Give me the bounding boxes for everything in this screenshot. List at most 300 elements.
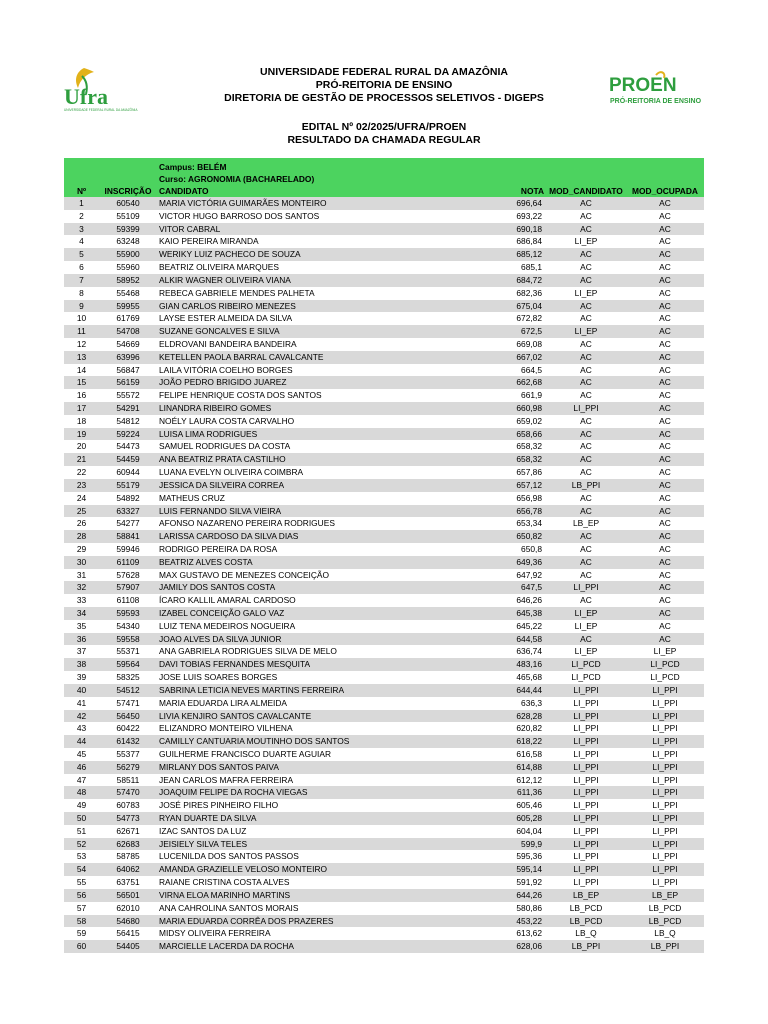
- row-inscricao: 56415: [116, 928, 140, 939]
- table-row: [64, 620, 704, 633]
- row-nota: 656,98: [516, 492, 542, 503]
- row-nota: 599,9: [503, 838, 546, 851]
- row-inscricao: 54459: [99, 453, 157, 466]
- table-row: [64, 927, 704, 940]
- row-nota: 620,82: [516, 723, 542, 734]
- row-nota: 647,5: [503, 581, 546, 594]
- row-mod-candidato: LI_EP: [546, 325, 626, 338]
- row-candidato: KETELLEN PAOLA BARRAL CAVALCANTE: [157, 351, 503, 364]
- row-number: 51: [76, 825, 87, 836]
- row-inscricao: 57628: [116, 569, 140, 580]
- row-nota: 645,22: [516, 620, 542, 631]
- row-mod-ocupada: AC: [626, 530, 704, 543]
- row-mod-candidato: AC: [580, 338, 592, 349]
- row-number: 9: [64, 300, 99, 313]
- row-mod-ocupada: AC: [659, 415, 671, 426]
- row-nota: 636,74: [516, 646, 542, 657]
- result-title: RESULTADO DA CHAMADA REGULAR: [287, 134, 481, 146]
- row-mod-ocupada: AC: [626, 300, 704, 313]
- row-inscricao: 55109: [116, 210, 140, 221]
- row-candidato: ELIZANDRO MONTEIRO VILHENA: [159, 723, 293, 734]
- row-mod-ocupada: LB_PPI: [626, 940, 704, 953]
- row-mod-candidato: LI_PPI: [573, 851, 599, 862]
- row-inscricao: 54812: [116, 415, 140, 426]
- row-mod-ocupada: LB_EP: [626, 889, 704, 902]
- table-row: [64, 210, 704, 223]
- row-nota: 658,32: [516, 441, 542, 452]
- row-inscricao: 63327: [99, 505, 157, 518]
- row-number: 48: [64, 786, 99, 799]
- table-row: [64, 492, 704, 505]
- row-inscricao: 57471: [116, 697, 140, 708]
- row-mod-ocupada: AC: [659, 287, 671, 298]
- col-header-candidato: [157, 158, 503, 197]
- row-nota: 580,86: [516, 902, 542, 913]
- row-mod-candidato: AC: [546, 274, 626, 287]
- row-number: 53: [76, 851, 87, 862]
- table-row: [64, 748, 704, 761]
- row-candidato: JEISIELY SILVA TELES: [157, 838, 503, 851]
- row-candidato: JOÃO PEDRO BRIGIDO JUAREZ: [157, 376, 503, 389]
- row-mod-ocupada: LI_PPI: [652, 851, 678, 862]
- row-mod-ocupada: AC: [626, 248, 704, 261]
- row-mod-ocupada: LI_PPI: [652, 877, 678, 888]
- row-inscricao: 59399: [99, 223, 157, 236]
- row-inscricao: 56847: [116, 364, 140, 375]
- row-mod-candidato: LB_PPI: [546, 479, 626, 492]
- row-mod-candidato: LI_EP: [574, 236, 598, 247]
- row-nota: 664,5: [521, 364, 542, 375]
- row-mod-ocupada: AC: [626, 556, 704, 569]
- row-candidato: FELIPE HENRIQUE COSTA DOS SANTOS: [159, 390, 322, 401]
- row-candidato: MARIA VICTÓRIA GUIMARÃES MONTEIRO: [157, 197, 503, 210]
- edital-title: EDITAL Nº 02/2025/UFRA/PROEN: [301, 121, 467, 133]
- row-mod-ocupada: LI_PPI: [626, 710, 704, 723]
- row-nota: 657,86: [516, 467, 542, 478]
- row-mod-candidato: LB_EP: [546, 889, 626, 902]
- table-row: [64, 902, 704, 915]
- row-mod-candidato: LB_Q: [575, 928, 597, 939]
- row-nota: 636,3: [521, 697, 542, 708]
- row-inscricao: 60540: [99, 197, 157, 210]
- row-mod-ocupada: AC: [626, 633, 704, 646]
- row-mod-candidato: AC: [546, 530, 626, 543]
- row-number: 42: [64, 710, 99, 723]
- table-row: [64, 863, 704, 876]
- row-mod-ocupada: LI_PCD: [626, 658, 704, 671]
- row-mod-ocupada: AC: [659, 569, 671, 580]
- row-mod-ocupada: AC: [626, 453, 704, 466]
- row-number: 50: [64, 812, 99, 825]
- row-number: 38: [64, 658, 99, 671]
- row-mod-ocupada: LI_EP: [653, 646, 677, 657]
- row-nota: 653,34: [516, 518, 542, 529]
- row-mod-candidato: AC: [546, 556, 626, 569]
- row-mod-candidato: LI_PCD: [571, 672, 601, 683]
- row-inscricao: 54512: [99, 684, 157, 697]
- row-candidato: REBECA GABRIELE MENDES PALHETA: [159, 287, 315, 298]
- row-nota: 661,9: [521, 390, 542, 401]
- row-number: 15: [64, 376, 99, 389]
- row-inscricao: 59558: [99, 633, 157, 646]
- row-mod-candidato: AC: [546, 248, 626, 261]
- row-nota: 672,5: [503, 325, 546, 338]
- table-row: [64, 287, 704, 300]
- table-row: [64, 428, 704, 441]
- row-mod-ocupada: AC: [626, 607, 704, 620]
- row-number: 19: [64, 428, 99, 441]
- row-number: 16: [76, 390, 87, 401]
- row-nota: 645,38: [503, 607, 546, 620]
- row-inscricao: 57470: [99, 786, 157, 799]
- table-row: [64, 645, 704, 658]
- row-mod-candidato: LI_PPI: [546, 863, 626, 876]
- row-mod-candidato: LI_EP: [574, 287, 598, 298]
- row-candidato: SABRINA LETICIA NEVES MARTINS FERREIRA: [157, 684, 503, 697]
- row-inscricao: 55572: [116, 390, 140, 401]
- table-row: [64, 658, 704, 671]
- row-nota: 614,88: [503, 761, 546, 774]
- row-mod-candidato: LI_PPI: [573, 774, 599, 785]
- row-number: 11: [64, 325, 99, 338]
- table-row: [64, 671, 704, 684]
- row-number: 39: [76, 672, 87, 683]
- row-candidato: AMANDA GRAZIELLE VELOSO MONTEIRO: [157, 863, 503, 876]
- row-number: 54: [64, 863, 99, 876]
- row-mod-ocupada: AC: [659, 467, 671, 478]
- results-table: [64, 158, 704, 953]
- row-number: 41: [76, 697, 87, 708]
- row-mod-ocupada: AC: [659, 390, 671, 401]
- row-candidato: LIVIA KENJIRO SANTOS CAVALCANTE: [157, 710, 503, 723]
- row-nota: 644,26: [503, 889, 546, 902]
- table-row: [64, 235, 704, 248]
- row-mod-ocupada: LI_PPI: [626, 863, 704, 876]
- row-mod-candidato: LI_PPI: [573, 877, 599, 888]
- row-mod-candidato: AC: [580, 492, 592, 503]
- row-mod-candidato: LI_PPI: [573, 723, 599, 734]
- row-mod-ocupada: AC: [659, 338, 671, 349]
- row-nota: 453,22: [503, 915, 546, 928]
- row-inscricao: 61769: [116, 313, 140, 324]
- row-mod-candidato: AC: [546, 376, 626, 389]
- row-candidato: CAMILLY CANTUARIA MOUTINHO DOS SANTOS: [157, 735, 503, 748]
- row-candidato: ELDROVANI BANDEIRA BANDEIRA: [159, 338, 297, 349]
- row-mod-candidato: LI_EP: [546, 607, 626, 620]
- row-number: 32: [64, 581, 99, 594]
- row-mod-ocupada: LB_PCD: [648, 902, 682, 913]
- row-mod-candidato: AC: [580, 415, 592, 426]
- row-number: 44: [64, 735, 99, 748]
- row-number: 29: [76, 543, 87, 554]
- row-candidato: ANA CAHROLINA SANTOS MORAIS: [159, 902, 299, 913]
- row-candidato: MATHEUS CRUZ: [159, 492, 225, 503]
- table-row: [64, 915, 704, 928]
- table-row: [64, 633, 704, 646]
- row-number: 3: [64, 223, 99, 236]
- row-inscricao: 54473: [116, 441, 140, 452]
- row-number: 1: [64, 197, 99, 210]
- table-row: [64, 799, 704, 812]
- row-mod-ocupada: LI_PPI: [626, 735, 704, 748]
- table-row: [64, 594, 704, 607]
- row-candidato: BEATRIZ ALVES COSTA: [157, 556, 503, 569]
- row-mod-ocupada: LI_PPI: [626, 786, 704, 799]
- row-mod-candidato: LI_PPI: [546, 838, 626, 851]
- row-nota: 595,36: [516, 851, 542, 862]
- row-candidato: IZAC SANTOS DA LUZ: [159, 825, 247, 836]
- row-inscricao: 54773: [99, 812, 157, 825]
- row-mod-ocupada: LI_PPI: [652, 774, 678, 785]
- row-inscricao: 55960: [116, 262, 140, 273]
- row-mod-candidato: AC: [546, 223, 626, 236]
- row-mod-candidato: AC: [580, 467, 592, 478]
- table-row: [64, 710, 704, 723]
- row-number: 10: [76, 313, 87, 324]
- row-nota: 611,36: [503, 786, 546, 799]
- row-candidato: KAIO PEREIRA MIRANDA: [159, 236, 259, 247]
- row-nota: 657,12: [503, 479, 546, 492]
- row-number: 17: [64, 402, 99, 415]
- row-number: 55: [76, 877, 87, 888]
- document-header: [0, 66, 768, 105]
- row-number: 20: [76, 441, 87, 452]
- row-nota: 604,04: [516, 825, 542, 836]
- table-row: [64, 825, 704, 838]
- row-inscricao: 55377: [116, 748, 140, 759]
- row-inscricao: 58952: [99, 274, 157, 287]
- table-row: [64, 415, 704, 428]
- col-header-inscricao: INSCRIÇÃO: [99, 158, 157, 197]
- row-nota: 685,1: [521, 262, 542, 273]
- row-mod-ocupada: AC: [659, 518, 671, 529]
- row-mod-ocupada: LB_Q: [654, 928, 676, 939]
- row-number: 33: [76, 595, 87, 606]
- row-mod-ocupada: LI_PPI: [626, 812, 704, 825]
- row-nota: 682,36: [516, 287, 542, 298]
- row-inscricao: 58841: [99, 530, 157, 543]
- row-inscricao: 54340: [116, 620, 140, 631]
- row-inscricao: 63248: [116, 236, 140, 247]
- row-number: 8: [79, 287, 84, 298]
- row-candidato: SAMUEL RODRIGUES DA COSTA: [159, 441, 291, 452]
- row-nota: 656,78: [503, 505, 546, 518]
- row-candidato: JEAN CARLOS MAFRA FERREIRA: [159, 774, 294, 785]
- row-mod-ocupada: LI_PPI: [626, 761, 704, 774]
- row-candidato: IZABEL CONCEIÇÃO GALO VAZ: [157, 607, 503, 620]
- row-mod-candidato: AC: [580, 364, 592, 375]
- row-inscricao: 63996: [99, 351, 157, 364]
- row-number: 52: [64, 838, 99, 851]
- row-candidato: JOSÉ PIRES PINHEIRO FILHO: [159, 800, 279, 811]
- row-number: 36: [64, 633, 99, 646]
- row-candidato: JESSICA DA SILVEIRA CORREA: [157, 479, 503, 492]
- row-nota: 693,22: [516, 210, 542, 221]
- row-number: 58: [64, 915, 99, 928]
- table-body: [64, 197, 704, 953]
- row-number: 35: [76, 620, 87, 631]
- table-row: [64, 312, 704, 325]
- ufra-logo-subtext: UNIVERSIDADE FEDERAL RURAL DA AMAZÔNIA: [64, 108, 138, 112]
- row-candidato: BEATRIZ OLIVEIRA MARQUES: [159, 262, 279, 273]
- candidato-label: CANDIDATO: [159, 186, 209, 196]
- row-number: 47: [76, 774, 87, 785]
- row-mod-candidato: LB_PCD: [546, 915, 626, 928]
- table-row: [64, 389, 704, 402]
- row-number: 21: [64, 453, 99, 466]
- table-row: [64, 402, 704, 415]
- row-nota: 646,26: [516, 595, 542, 606]
- row-mod-ocupada: AC: [626, 351, 704, 364]
- row-inscricao: 58511: [116, 774, 140, 785]
- row-candidato: LINANDRA RIBEIRO GOMES: [157, 402, 503, 415]
- row-nota: 669,08: [516, 338, 542, 349]
- table-row: [64, 697, 704, 710]
- row-inscricao: 56159: [99, 376, 157, 389]
- row-candidato: LUANA EVELYN OLIVEIRA COIMBRA: [159, 467, 304, 478]
- row-mod-ocupada: LB_PCD: [626, 915, 704, 928]
- row-candidato: NOÉLY LAURA COSTA CARVALHO: [159, 415, 295, 426]
- table-row: [64, 479, 704, 492]
- row-mod-ocupada: LI_PPI: [626, 838, 704, 851]
- table-row: [64, 735, 704, 748]
- row-mod-ocupada: LI_PPI: [652, 748, 678, 759]
- row-number: 6: [79, 262, 84, 273]
- row-nota: 591,92: [516, 877, 542, 888]
- row-mod-candidato: AC: [546, 197, 626, 210]
- row-candidato: MARCIELLE LACERDA DA ROCHA: [157, 940, 503, 953]
- row-number: 23: [64, 479, 99, 492]
- row-inscricao: 60944: [116, 467, 140, 478]
- table-row: [64, 684, 704, 697]
- row-candidato: LUCENILDA DOS SANTOS PASSOS: [159, 851, 299, 862]
- row-mod-ocupada: AC: [659, 210, 671, 221]
- row-inscricao: 56450: [99, 710, 157, 723]
- row-candidato: ANA BEATRIZ PRATA CASTILHO: [157, 453, 503, 466]
- row-candidato: JOSE LUIS SOARES BORGES: [159, 672, 278, 683]
- proen-logo-subtext: PRÓ-REITORIA DE ENSINO: [610, 98, 702, 105]
- row-inscricao: 61108: [116, 595, 140, 606]
- row-mod-candidato: LI_PPI: [573, 748, 599, 759]
- row-number: 12: [76, 338, 87, 349]
- row-inscricao: 54277: [116, 518, 140, 529]
- row-mod-ocupada: AC: [659, 313, 671, 324]
- row-mod-ocupada: AC: [659, 492, 671, 503]
- table-row: [64, 248, 704, 261]
- row-candidato: ALKIR WAGNER OLIVEIRA VIANA: [157, 274, 503, 287]
- row-inscricao: 58325: [116, 672, 140, 683]
- table-row: [64, 274, 704, 287]
- table-row: [64, 466, 704, 479]
- table-row: [64, 940, 704, 953]
- col-header-nota: NOTA: [503, 158, 546, 197]
- row-candidato: MAX GUSTAVO DE MENEZES CONCEIÇÃO: [159, 569, 330, 580]
- col-header-mod-ocupada: MOD_OCUPADA: [626, 158, 704, 197]
- row-mod-ocupada: AC: [659, 364, 671, 375]
- campus-label: Campus: BELÉM: [159, 162, 227, 172]
- table-row: [64, 876, 704, 889]
- row-number: 60: [64, 940, 99, 953]
- row-mod-ocupada: AC: [626, 479, 704, 492]
- row-nota: 605,46: [516, 800, 542, 811]
- row-nota: 647,92: [516, 569, 542, 580]
- row-candidato: ÍCARO KALLIL AMARAL CARDOSO: [159, 595, 296, 606]
- row-inscricao: 59955: [99, 300, 157, 313]
- col-header-number: Nº: [64, 158, 99, 197]
- row-mod-candidato: AC: [546, 505, 626, 518]
- row-nota: 667,02: [503, 351, 546, 364]
- table-row: [64, 261, 704, 274]
- row-number: 25: [64, 505, 99, 518]
- row-candidato: MARIA EDUARDA LIRA ALMEIDA: [159, 697, 287, 708]
- row-mod-ocupada: AC: [626, 581, 704, 594]
- university-name: UNIVERSIDADE FEDERAL RURAL DA AMAZÔNIA: [260, 66, 508, 78]
- row-nota: 616,58: [516, 748, 542, 759]
- row-mod-ocupada: LI_PPI: [652, 697, 678, 708]
- table-row: [64, 761, 704, 774]
- row-mod-ocupada: AC: [659, 236, 671, 247]
- row-candidato: RYAN DUARTE DA SILVA: [157, 812, 503, 825]
- row-mod-candidato: LI_PPI: [546, 761, 626, 774]
- row-nota: 686,84: [516, 236, 542, 247]
- row-number: 34: [64, 607, 99, 620]
- row-number: 56: [64, 889, 99, 902]
- row-inscricao: 59946: [116, 543, 140, 554]
- row-number: 43: [76, 723, 87, 734]
- row-number: 59: [76, 928, 87, 939]
- table-row: [64, 850, 704, 863]
- row-mod-candidato: AC: [580, 313, 592, 324]
- row-inscricao: 61109: [99, 556, 157, 569]
- table-row: [64, 774, 704, 787]
- row-mod-candidato: LI_EP: [574, 620, 598, 631]
- row-mod-ocupada: AC: [659, 262, 671, 273]
- row-mod-candidato: AC: [580, 543, 592, 554]
- row-nota: 659,02: [516, 415, 542, 426]
- row-mod-ocupada: AC: [626, 223, 704, 236]
- curso-label: Curso: AGRONOMIA (BACHARELADO): [159, 174, 315, 184]
- row-inscricao: 60422: [116, 723, 140, 734]
- row-number: 46: [64, 761, 99, 774]
- row-inscricao: 60783: [116, 800, 140, 811]
- row-candidato: LUIZ TENA MEDEIROS NOGUEIRA: [159, 620, 296, 631]
- row-number: 45: [76, 748, 87, 759]
- row-nota: 595,14: [503, 863, 546, 876]
- table-row: [64, 838, 704, 851]
- row-mod-candidato: AC: [546, 351, 626, 364]
- row-candidato: GUILHERME FRANCISCO DUARTE AGUIAR: [159, 748, 332, 759]
- row-candidato: LUISA LIMA RODRIGUES: [157, 428, 503, 441]
- row-mod-candidato: LI_PPI: [546, 786, 626, 799]
- row-number: 7: [64, 274, 99, 287]
- row-nota: 696,64: [503, 197, 546, 210]
- edital-header: [0, 121, 768, 147]
- row-mod-candidato: AC: [580, 441, 592, 452]
- table-row: [64, 517, 704, 530]
- proen-logo-text: PROEN: [609, 75, 677, 96]
- row-nota: 628,06: [503, 940, 546, 953]
- row-nota: 465,68: [516, 672, 542, 683]
- row-mod-ocupada: AC: [626, 274, 704, 287]
- row-number: 5: [64, 248, 99, 261]
- row-nota: 672,82: [516, 313, 542, 324]
- row-inscricao: 62671: [116, 825, 140, 836]
- row-mod-candidato: LB_EP: [572, 518, 600, 529]
- row-nota: 650,82: [503, 530, 546, 543]
- row-mod-ocupada: AC: [626, 197, 704, 210]
- table-row: [64, 607, 704, 620]
- row-number: 13: [64, 351, 99, 364]
